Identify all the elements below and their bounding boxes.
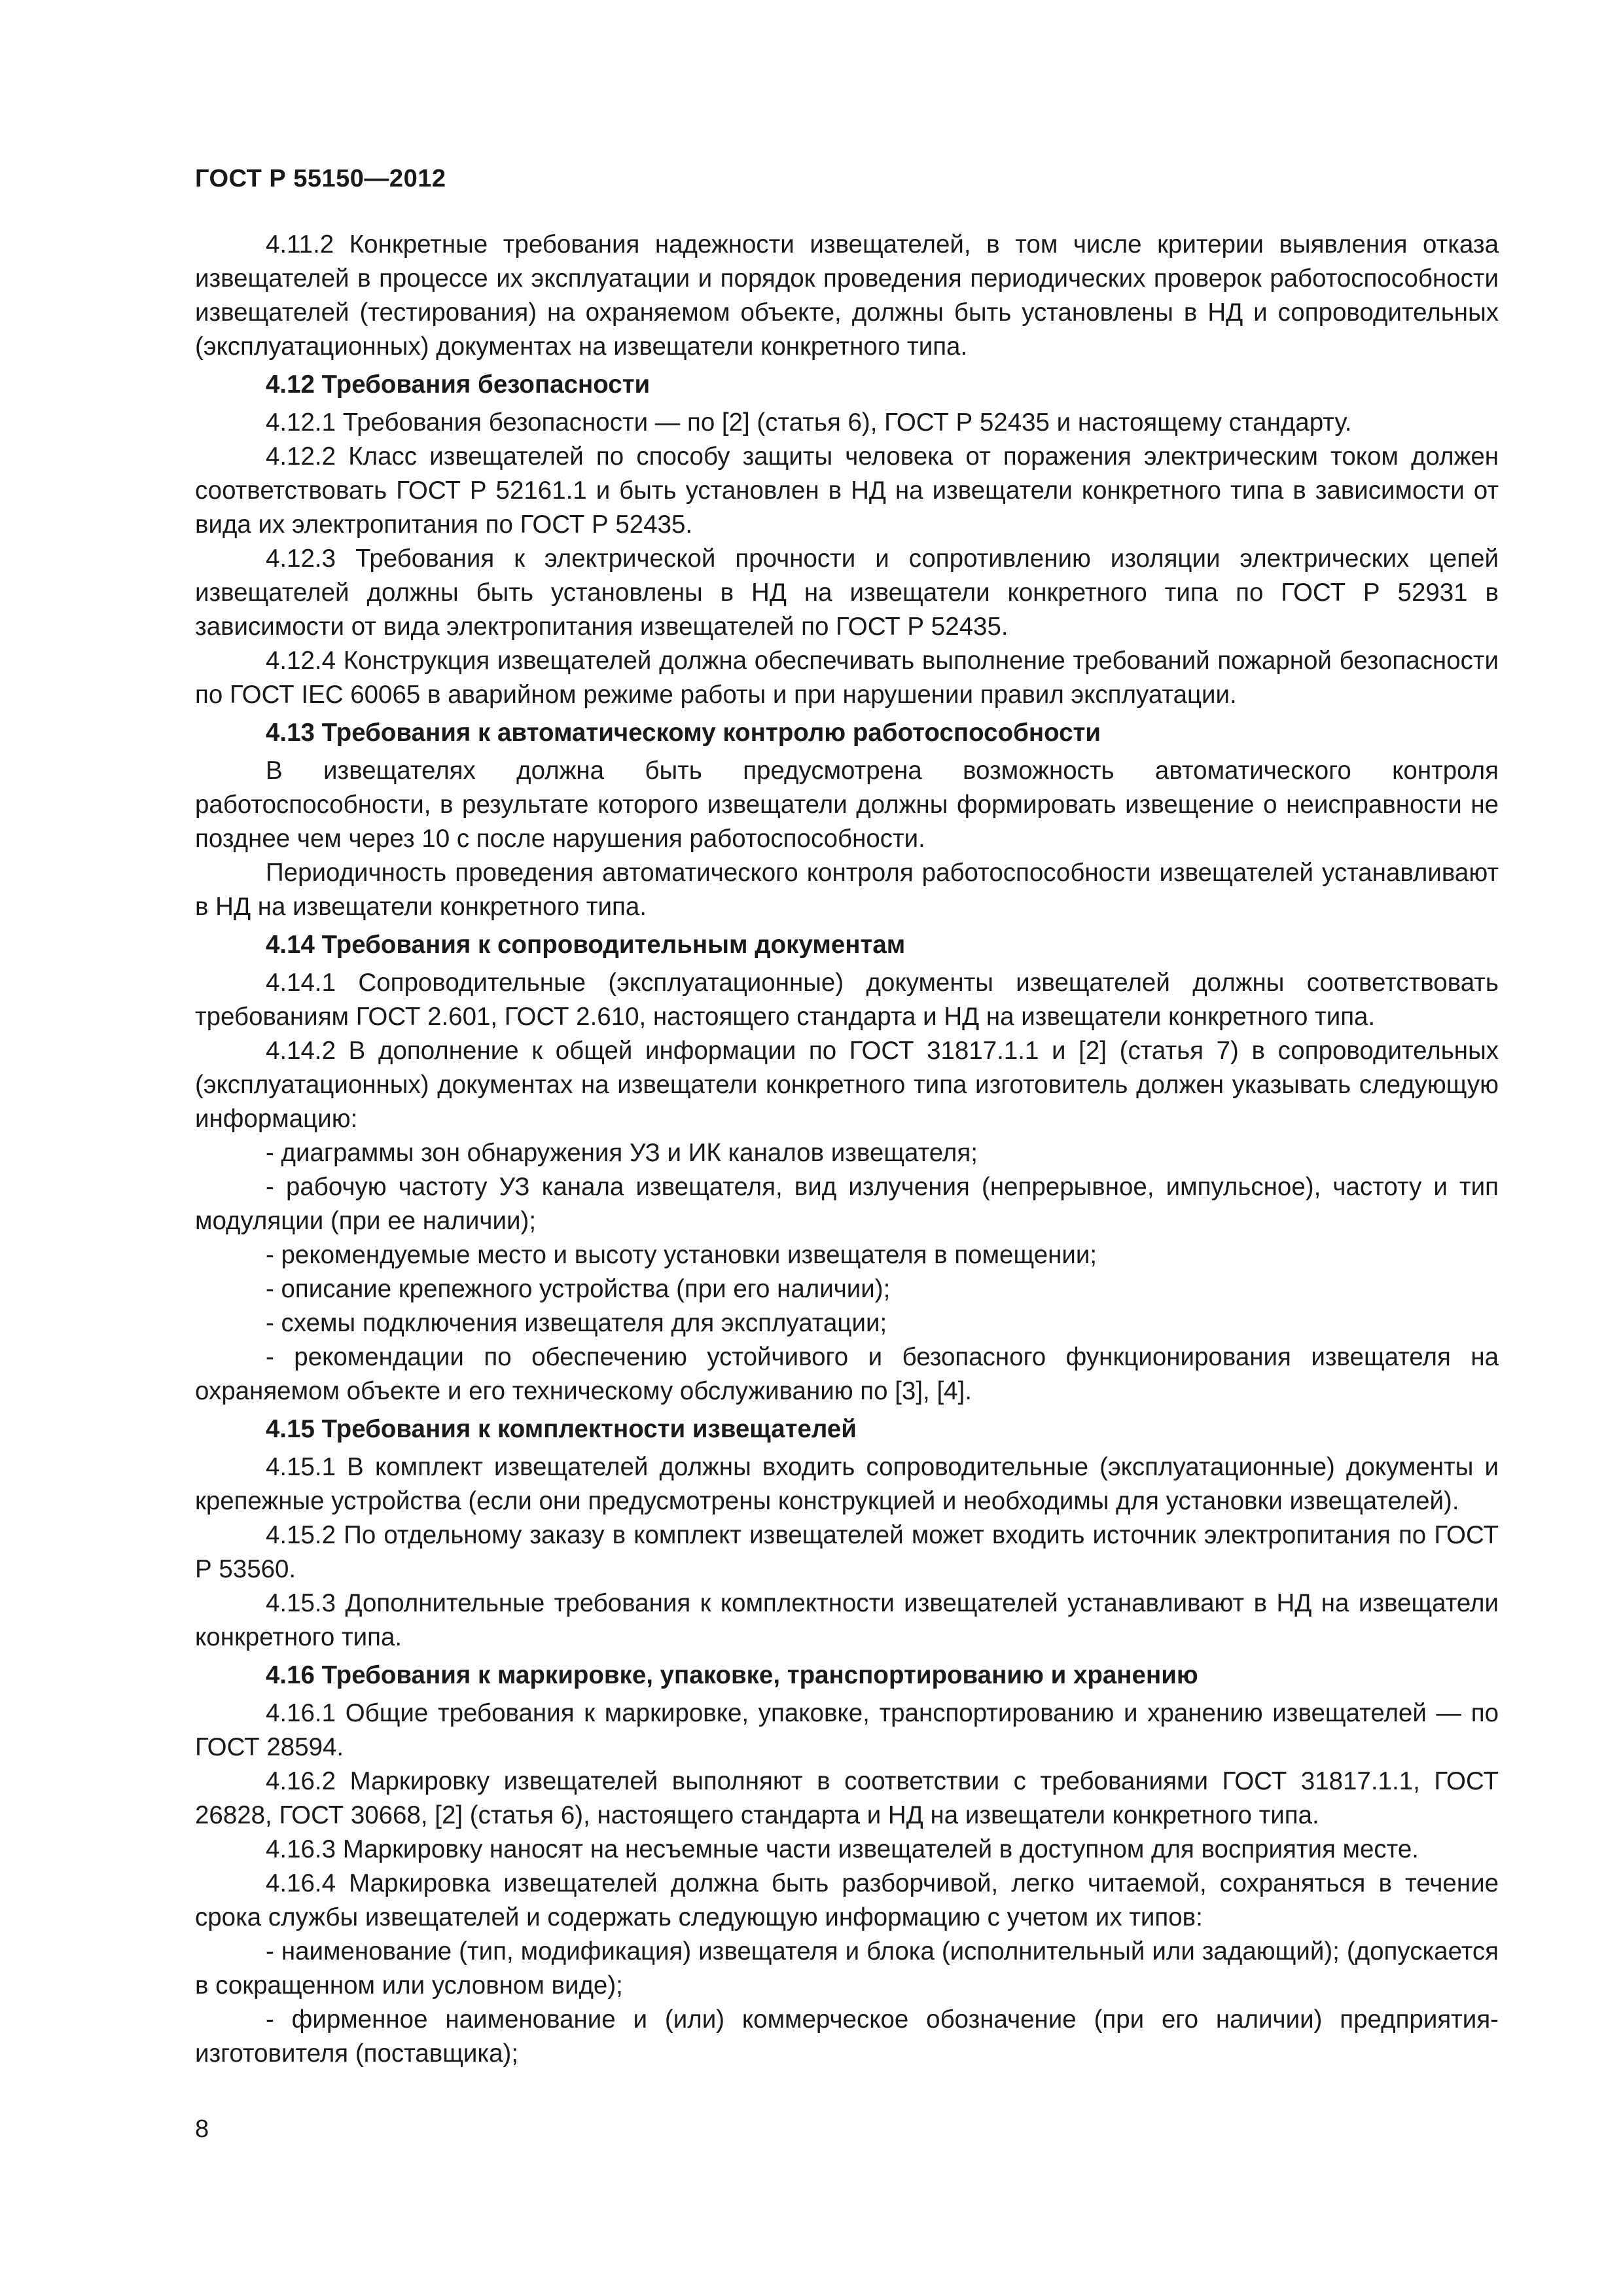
paragraph-4-13-b: Периодичность проведения автоматического контроля работоспособности извещателей устанавливают в НД на извещатели конкретного типа. [195,859,1499,921]
list-item: - рабочую частоту УЗ канала извещателя, вид излучения (непрерывное, импульсное), частоту и тип модуляции (при ее наличии); [195,1173,1499,1235]
section-heading-4-12: 4.12 Требования безопасности [266,370,651,399]
paragraph-4-12-3: 4.12.3 Требования к электрической прочности и сопротивлению изоляции электрических цепей извещателей должны быть установлены в НД на извещатели конкретного типа по ГОСТ Р 52931 в зависимости от вида электропитания извещателей по ГОСТ Р 52435. [195,545,1499,641]
list-item: - схемы подключения извещателя для эксплуатации; [266,1309,887,1337]
paragraph-4-14-1: 4.14.1 Сопроводительные (эксплуатационные) документы извещателей должны соответствовать требованиям ГОСТ 2.601, ГОСТ 2.610, настоящего стандарта и НД на извещатели конкретного типа. [195,969,1499,1031]
paragraph-4-13-a: В извещателях должна быть предусмотрена возможность автоматического контроля работоспособности, в результате которого извещатели должны формировать извещение о неисправности не позднее чем через 10 с после нарушения работоспособности. [195,757,1499,853]
section-heading-4-15: 4.15 Требования к комплектности извещателей [266,1415,857,1443]
list-item: - рекомендуемые место и высоту установки извещателя в помещении; [266,1241,1097,1269]
paragraph-4-12-2: 4.12.2 Класс извещателей по способу защиты человека от поражения электрическим током должен соответствовать ГОСТ Р 52161.1 и быть установлен в НД на извещатели конкретного типа в зависимости от вида их электропитания по ГОСТ Р 52435. [195,442,1499,539]
section-heading-4-14: 4.14 Требования к сопроводительным документам [266,931,906,959]
section-heading-4-16: 4.16 Требования к маркировке, упаковке, транспортированию и хранению [266,1661,1198,1689]
paragraph-4-16-2: 4.16.2 Маркировку извещателей выполняют в соответствии с требованиями ГОСТ 31817.1.1, ГОСТ 26828, ГОСТ 30668, [2] (статья 6), настоящего стандарта и НД на извещатели конкретного типа. [195,1767,1499,1829]
section-heading-4-13: 4.13 Требования к автоматическому контролю работоспособности [266,719,1101,747]
paragraph-4-12-1: 4.12.1 Требования безопасности — по [2] (статья 6), ГОСТ Р 52435 и настоящему стандарту. [266,408,1352,437]
document-header: ГОСТ Р 55150—2012 [195,165,446,192]
paragraph-4-12-4: 4.12.4 Конструкция извещателей должна обеспечивать выполнение требований пожарной безопасности по ГОСТ IEC 60065 в аварийном режиме работы и при нарушении правил эксплуатации. [195,647,1499,709]
paragraph-4-16-1: 4.16.1 Общие требования к маркировке, упаковке, транспортированию и хранению извещателей — по ГОСТ 28594. [195,1699,1499,1761]
document-body [195,228,1499,2071]
paragraph-4-14-2: 4.14.2 В дополнение к общей информации по ГОСТ 31817.1.1 и [2] (статья 7) в сопроводительных (эксплуатационных) документах на извещатели конкретного типа изготовитель должен указывать следующую информацию: [195,1037,1499,1133]
list-item: - рекомендации по обеспечению устойчивого и безопасного функционирования извещателя на охраняемом объекте и его техническому обслуживанию по [3], [4]. [195,1343,1499,1405]
page-number: 8 [195,2115,209,2143]
paragraph-4-15-1: 4.15.1 В комплект извещателей должны входить сопроводительные (эксплуатационные) документы и крепежные устройства (если они предусмотрены конструкцией и необходимы для установки извещателей). [195,1453,1499,1515]
list-item: - диаграммы зон обнаружения УЗ и ИК каналов извещателя; [266,1139,978,1167]
paragraph-4-16-3: 4.16.3 Маркировку наносят на несъемные части извещателей в доступном для восприятия месте. [266,1835,1419,1863]
list-item: - наименование (тип, модификация) извещателя и блока (исполнительный или задающий); (допускается в сокращенном или условном виде); [195,1937,1499,2000]
paragraph-4-11-2: 4.11.2 Конкретные требования надежности извещателей, в том числе критерии выявления отказа извещателей в процессе их эксплуатации и порядок проведения периодических проверок работоспособности извещателей (тестирования) на охраняемом объекте, должны быть установлены в НД и сопроводительных (эксплуатационных) документах на извещатели конкретного типа. [195,230,1499,361]
list-item: - фирменное наименование и (или) коммерческое обозначение (при его наличии) предприятия-изготовителя (поставщика); [195,2005,1499,2068]
paragraph-4-16-4: 4.16.4 Маркировка извещателей должна быть разборчивой, легко читаемой, сохраняться в течение срока службы извещателей и содержать следующую информацию с учетом их типов: [195,1869,1499,1931]
list-item: - описание крепежного устройства (при его наличии); [266,1275,891,1303]
paragraph-4-15-2: 4.15.2 По отдельному заказу в комплект извещателей может входить источник электропитания по ГОСТ Р 53560. [195,1521,1499,1583]
paragraph-4-15-3: 4.15.3 Дополнительные требования к комплектности извещателей устанавливают в НД на извещатели конкретного типа. [195,1589,1499,1651]
